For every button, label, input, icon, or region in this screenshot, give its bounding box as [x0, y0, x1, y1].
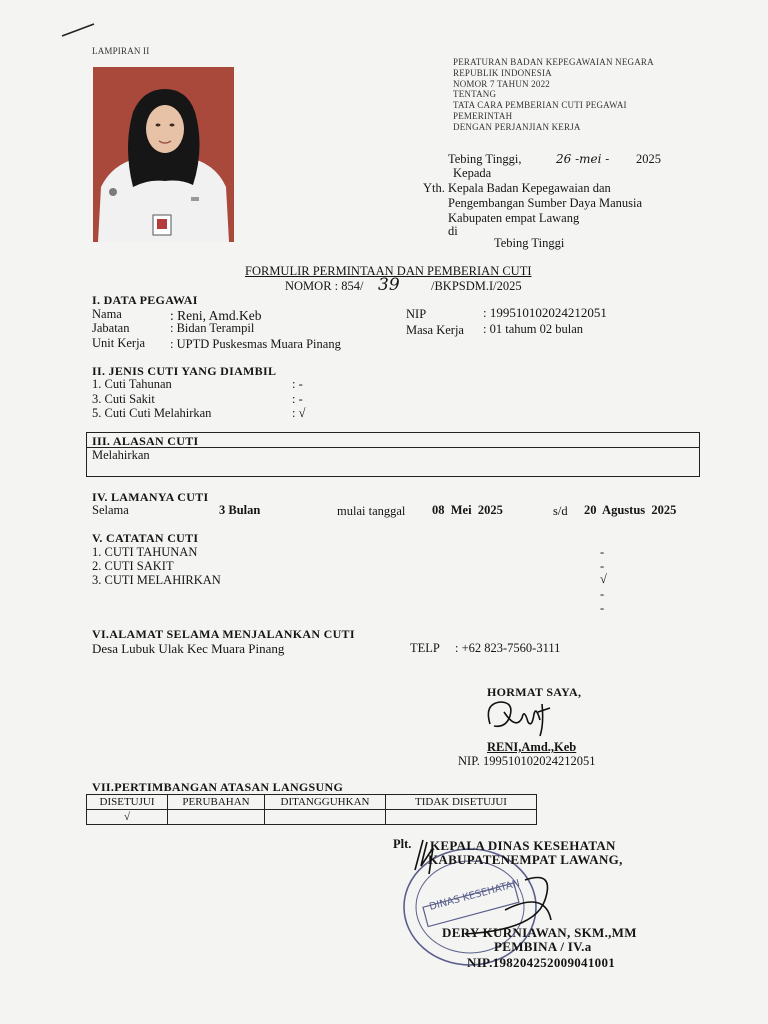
employee-photo — [93, 67, 234, 242]
telp-label: TELP — [410, 641, 440, 655]
reason-text: Melahirkan — [92, 448, 150, 462]
duration-value: 3 Bulan — [219, 503, 261, 517]
official-rank: PEMBINA / IV.a — [494, 939, 592, 954]
leave-type-mark: : - — [292, 377, 303, 391]
greeting: HORMAT SAYA, — [487, 685, 582, 699]
form-number-prefix: NOMOR : 854/ — [285, 279, 364, 293]
leave-note-mark: - — [600, 545, 605, 559]
official-name: DERY KURNIAWAN, SKM.,MM — [442, 925, 637, 940]
leave-type-item: 3. Cuti Sakit — [92, 392, 155, 406]
recipient-line3: Kabupaten empat Lawang — [448, 211, 580, 225]
leave-type-item: 5. Cuti Cuti Melahirkan — [92, 406, 212, 420]
approval-col-perubahan: PERUBAHAN — [168, 795, 265, 810]
end-date: 20 Agustus 2025 — [584, 503, 677, 517]
nip-label: NIP — [406, 307, 427, 321]
leave-note-mark: - — [600, 559, 605, 573]
nip-value: : 199510102024212051 — [483, 305, 607, 320]
year: 2025 — [636, 152, 661, 166]
approval-cell — [386, 810, 537, 825]
leave-type-item: 1. Cuti Tahunan — [92, 377, 172, 391]
address: Desa Lubuk Ulak Kec Muara Pinang — [92, 641, 285, 656]
leave-note-mark: √ — [600, 572, 607, 586]
section-5-heading: V. CATATAN CUTI — [92, 531, 199, 545]
approval-col-disetujui: DISETUJUI — [87, 795, 168, 810]
recipient-di: di — [448, 224, 458, 238]
employee-name: RENI,Amd.,Keb — [487, 740, 577, 754]
leave-note-item: 2. CUTI SAKIT — [92, 559, 174, 573]
section-3-heading: III. ALASAN CUTI — [92, 434, 199, 448]
form-number-handwritten: 39 — [378, 275, 400, 295]
pen-mark — [60, 20, 100, 40]
start-date: 08 Mei 2025 — [432, 503, 503, 517]
official-nip: NIP.198204252009041001 — [467, 955, 616, 970]
official-title-1: KEPALA DINAS KESEHATAN — [430, 838, 616, 853]
unit-value: : UPTD Puskesmas Muara Pinang — [170, 337, 341, 351]
employee-nip: NIP. 199510102024212051 — [458, 754, 596, 768]
section-4-heading: IV. LAMANYA CUTI — [92, 490, 209, 504]
employee-signature — [480, 694, 560, 740]
plt-label: Plt. — [393, 837, 412, 851]
approval-col-tidak-disetujui: TIDAK DISETUJUI — [386, 795, 537, 810]
form-number-suffix: /BKPSDM.I/2025 — [431, 279, 522, 293]
approval-cell: √ — [87, 810, 168, 825]
kepada: Kepada — [453, 166, 492, 180]
official-title-2: KABUPATENEMPAT LAWANG, — [428, 852, 623, 867]
approval-header-row — [87, 795, 537, 810]
leave-type-mark: : - — [292, 392, 303, 406]
telp-value: : +62 823-7560-3111 — [455, 641, 561, 655]
jabatan-label: Jabatan — [92, 321, 130, 335]
recipient-line2: Pengembangan Sumber Daya Manusia — [448, 196, 643, 210]
recipient-city: Tebing Tinggi — [494, 236, 565, 250]
jabatan-value: : Bidan Terampil — [170, 321, 255, 335]
form-title: FORMULIR PERMINTAAN DAN PEMBERIAN CUTI — [245, 264, 532, 278]
nama-label: Nama — [92, 307, 122, 321]
sd-label: s/d — [553, 504, 568, 518]
place: Tebing Tinggi, — [448, 152, 522, 166]
masa-value: : 01 tahum 02 bulan — [483, 322, 583, 336]
masa-label: Masa Kerja — [406, 323, 464, 337]
approval-table — [86, 794, 537, 825]
regulation-header: PERATURAN BADAN KEPEGAWAIAN NEGARA REPUBLIK INDONESIA NOMOR 7 TAHUN 2022 TENTANG TATA CARA PEMBERIAN CUTI PEGAWAI PEMERINTAH DENGAN PERJANJIAN KERJA — [453, 57, 654, 132]
handwritten-date: 26 -mei - — [556, 152, 610, 166]
leave-note-item: 1. CUTI TAHUNAN — [92, 545, 198, 559]
section-6-heading: VI.ALAMAT SELAMA MENJALANKAN CUTI — [92, 627, 355, 641]
stamp-text: DINAS KESEHATAN — [428, 878, 522, 913]
lampiran-label: LAMPIRAN II — [92, 46, 150, 56]
approval-col-ditangguhkan: DITANGGUHKAN — [265, 795, 386, 810]
approval-cell — [168, 810, 265, 825]
selama-label: Selama — [92, 503, 129, 517]
start-label: mulai tanggal — [337, 504, 406, 518]
leave-note-mark: - — [600, 601, 605, 615]
section-2-heading: II. JENIS CUTI YANG DIAMBIL — [92, 364, 277, 378]
nama-value: : Reni, Amd.Keb — [170, 308, 262, 323]
leave-note-mark: - — [600, 587, 605, 601]
section-1-heading: I. DATA PEGAWAI — [92, 293, 198, 307]
approval-value-row — [87, 810, 537, 825]
recipient-line1: Yth. Kepala Badan Kepegawaian dan — [423, 181, 611, 195]
section-7-heading: VII.PERTIMBANGAN ATASAN LANGSUNG — [92, 780, 344, 794]
approval-cell — [265, 810, 386, 825]
unit-label: Unit Kerja — [92, 336, 146, 350]
leave-note-item: 3. CUTI MELAHIRKAN — [92, 573, 221, 587]
leave-type-mark: : √ — [292, 406, 306, 420]
